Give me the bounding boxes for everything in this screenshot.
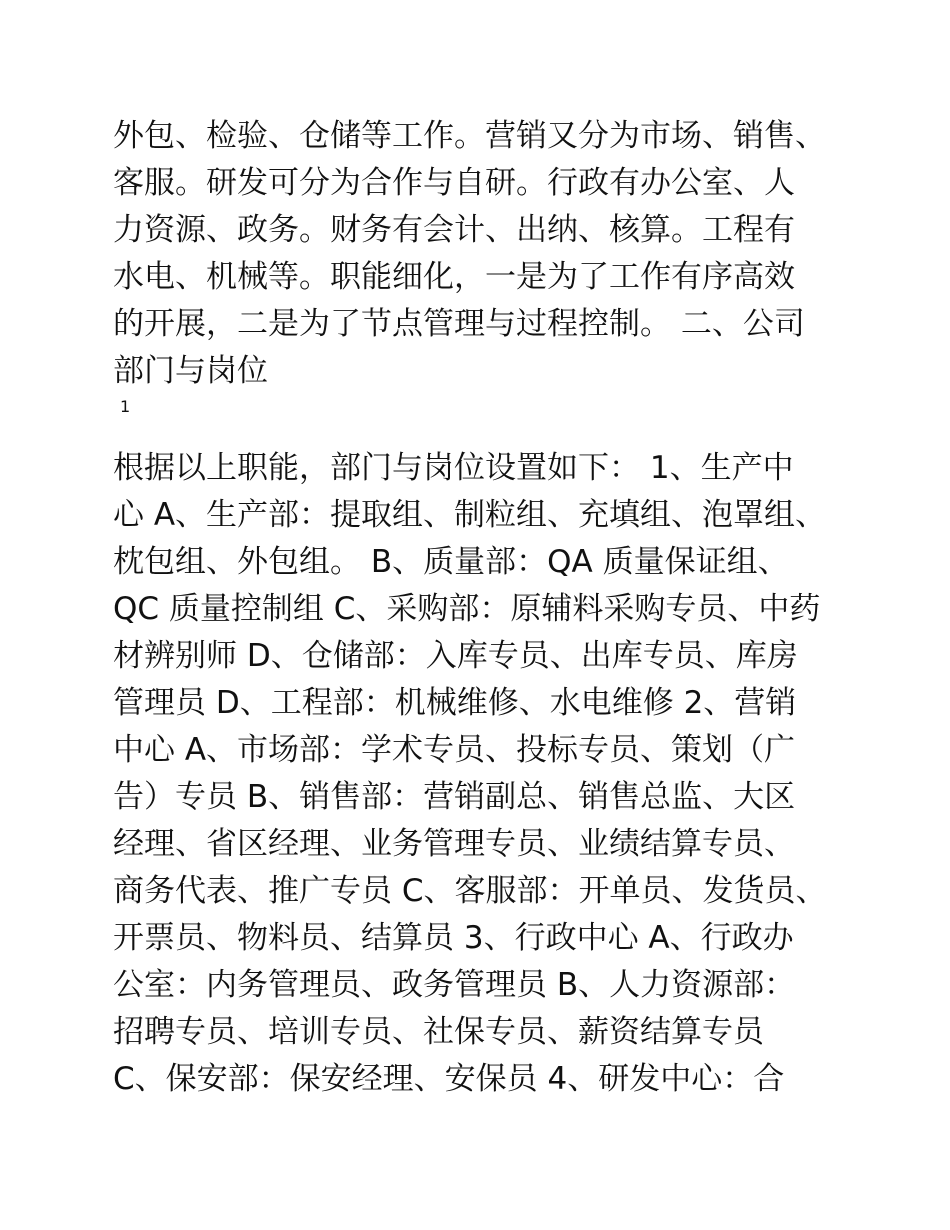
text-line: 公室：内务管理员、政务管理员 B、人力资源部： <box>113 967 796 1003</box>
text-line: 心 A、生产部：提取组、制粒组、充填组、泡罩组、 <box>113 497 827 533</box>
text-line: 商务代表、推广专员 C、客服部：开单员、发货员、 <box>113 873 827 909</box>
text-line: 枕包组、外包组。 B、质量部：QA 质量保证组、 <box>113 544 789 580</box>
text-line: 的开展，二是为了节点管理与过程控制。 二、公司 <box>113 306 805 342</box>
text-line: 根据以上职能，部门与岗位设置如下： 1、生产中 <box>113 450 794 486</box>
text-line: 招聘专员、培训专员、社保专员、薪资结算专员 <box>113 1014 764 1050</box>
text-line: 开票员、物料员、结算员 3、行政中心 A、行政办 <box>113 920 794 956</box>
text-line: 外包、检验、仓储等工作。营销又分为市场、销售、 <box>113 118 826 154</box>
text-line: 客服。研发可分为合作与自研。行政有办公室、人 <box>113 165 795 201</box>
text-line: C、保安部：保安经理、安保员 4、研发中心：合 <box>113 1061 785 1097</box>
paragraph-company-functions <box>113 113 853 395</box>
text-line: 经理、省区经理、业务管理专员、业绩结算专员、 <box>113 826 795 862</box>
text-line: QC 质量控制组 C、采购部：原辅料采购专员、中药 <box>113 591 821 627</box>
text-line: 部门与岗位 <box>113 353 268 389</box>
text-line: 告）专员 B、销售部：营销副总、销售总监、大区 <box>113 779 796 815</box>
text-line: 中心 A、市场部：学术专员、投标专员、策划（广 <box>113 732 796 768</box>
text-line: 管理员 D、工程部：机械维修、水电维修 2、营销 <box>113 685 797 721</box>
text-line: 力资源、政务。财务有会计、出纳、核算。工程有 <box>113 212 795 248</box>
text-line: 水电、机械等。职能细化，一是为了工作有序高效 <box>113 259 795 295</box>
page-number: 1 <box>120 397 131 416</box>
paragraph-departments-positions <box>113 445 853 1103</box>
text-line: 材辨别师 D、仓储部：入库专员、出库专员、库房 <box>113 638 798 674</box>
